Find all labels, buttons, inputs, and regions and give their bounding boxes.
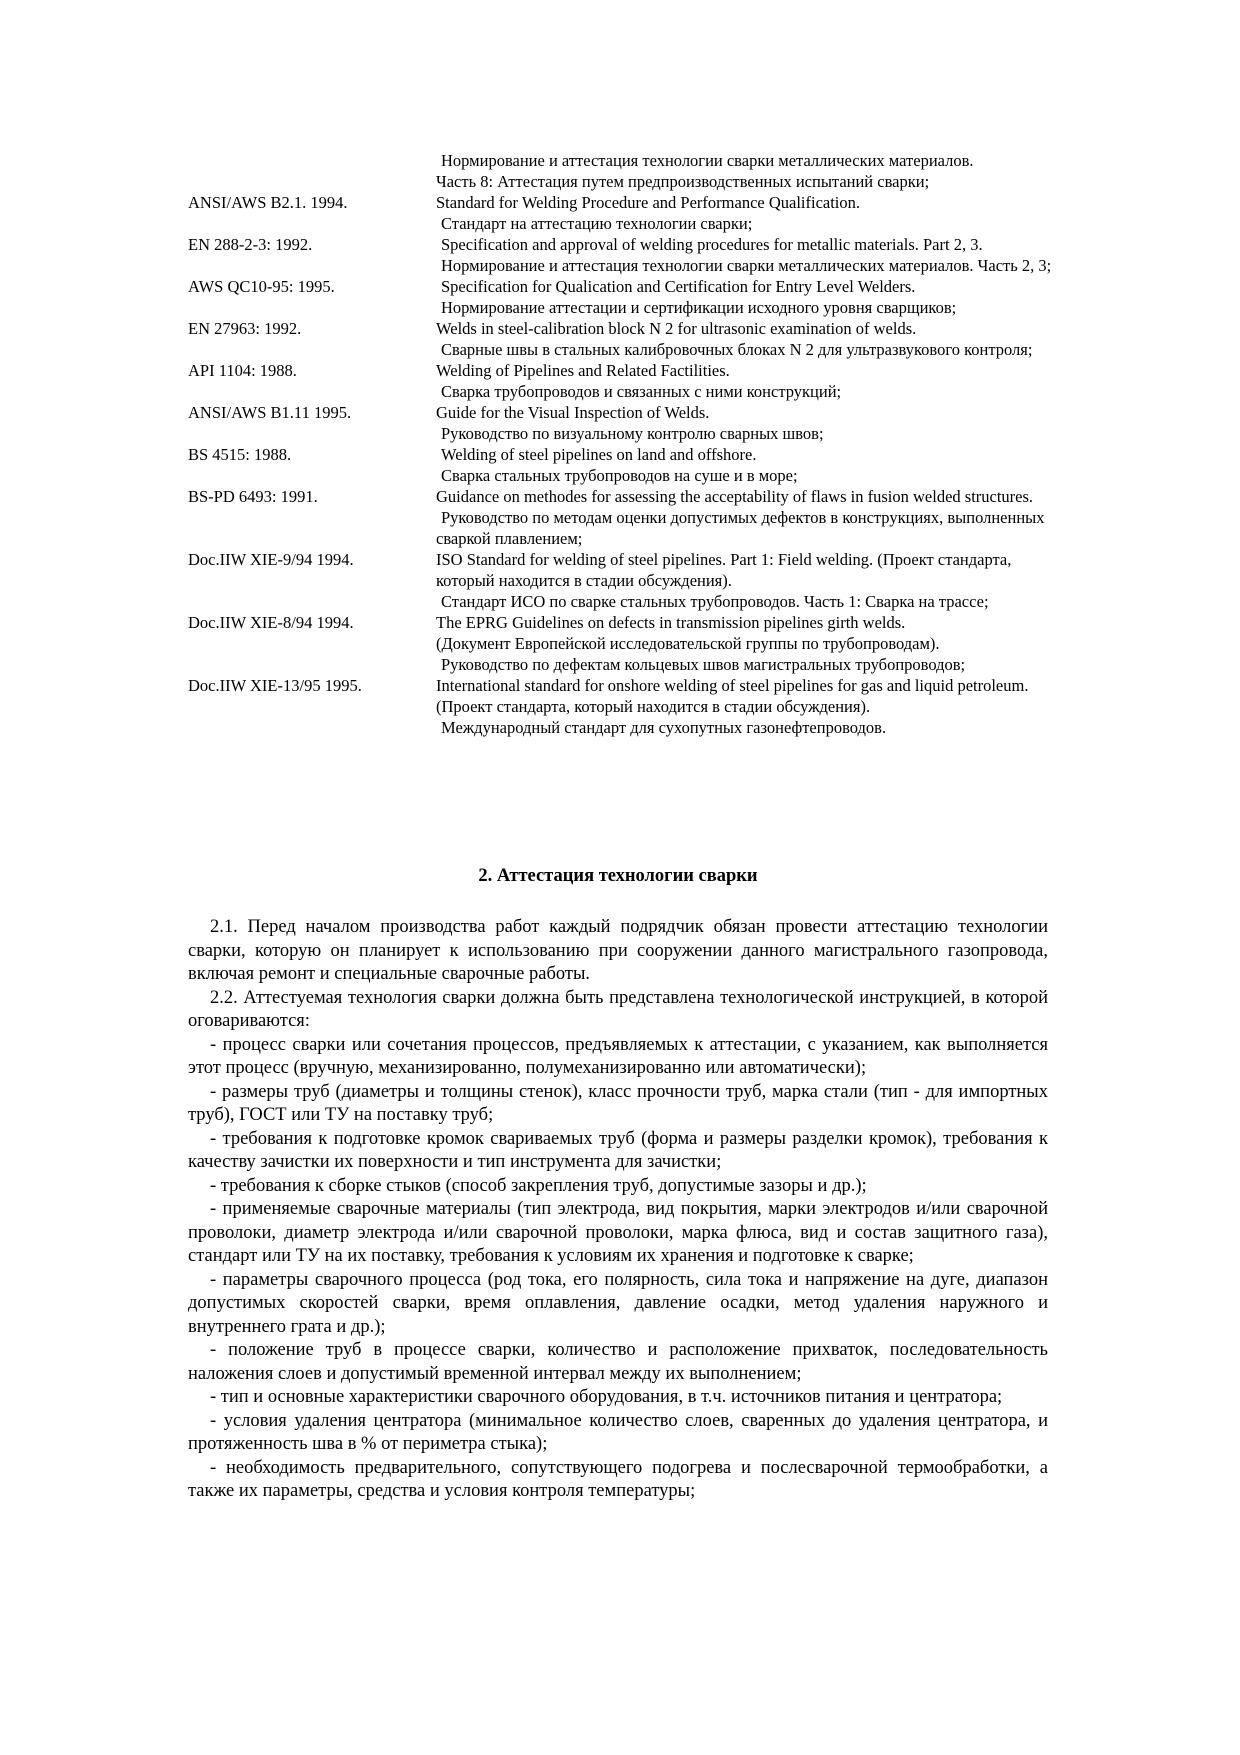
reference-line: Нормирование и аттестация технологии сварки металлических материалов. [441,151,974,170]
reference-code: AWS QC10-95: 1995. [188,277,335,296]
reference-code: Doc.IIW XIE-8/94 1994. [188,613,354,632]
reference-line: Сварка трубопроводов и связанных с ними конструкций; [441,382,842,401]
reference-line: International standard for onshore welding of steel pipelines for gas and liquid petroleum. (Проект стандарта, который находится в стадии обсуждения). [436,676,1029,716]
reference-line: Руководство по методам оценки допустимых дефектов в конструкциях, выполненных сваркой плавлением; [436,508,1045,548]
reference-line: Welding of Pipelines and Related Factilities. [436,361,730,380]
reference-code: Doc.IIW XIE-9/94 1994. [188,550,354,569]
reference-text [436,612,1058,675]
reference-line: Welds in steel-calibration block N 2 for ultrasonic examination of welds. [436,319,917,338]
reference-line: Guide for the Visual Inspection of Welds. [436,403,710,422]
reference-line: Часть 8: Аттестация путем предпроизводственных испытаний сварки; [436,172,930,191]
reference-line: Руководство по визуальному контролю сварных швов; [441,424,824,443]
reference-line: Specification for Qualication and Certification for Entry Level Welders. [441,277,916,296]
body-paragraph: - процесс сварки или сочетания процессов, предъявляемых к аттестации, с указанием, как выполняется этот процесс (вручную, механизированно, полумеханизированно или автоматически); [188,1034,1048,1078]
reference-line: Welding of steel pipelines on land and offshore. [441,445,757,464]
reference-code: EN 288-2-3: 1992. [188,235,313,254]
reference-code: BS-PD 6493: 1991. [188,487,318,506]
reference-line: ISO Standard for welding of steel pipelines. Part 1: Field welding. (Проект стандарта, который находится в стадии обсуждения). [436,550,1012,590]
body-paragraph: - тип и основные характеристики сварочного оборудования, в т.ч. источников питания и центратора; [210,1387,1003,1407]
section-body [188,916,1048,1504]
reference-item [188,444,1058,486]
reference-text [436,318,1058,360]
reference-line: (Документ Европейской исследовательской группы по трубопроводам). [436,634,940,653]
reference-line: The EPRG Guidelines on defects in transmission pipelines girth welds. [436,613,906,632]
reference-code: EN 27963: 1992. [188,319,302,338]
reference-item [188,192,1058,234]
reference-line: Guidance on methodes for assessing the acceptability of flaws in fusion welded structures. [436,487,1034,506]
reference-text [436,276,1058,318]
reference-code: ANSI/AWS B2.1. 1994. [188,193,348,212]
reference-line: Specification and approval of welding procedures for metallic materials. Part 2, 3. [441,235,983,254]
reference-list [188,150,1058,738]
reference-code [188,150,436,192]
body-paragraph: - условия удаления центратора (минимальное количество слоев, сваренных до удаления центратора, и протяженность шва в % от периметра стыка); [188,1410,1048,1454]
reference-code: Doc.IIW XIE-13/95 1995. [188,676,362,695]
body-paragraph: 2.1. Перед началом производства работ каждый подрядчик обязан провести аттестацию технологии сварки, которую он планирует к использованию при сооружении данного магистрального газопровода, включая ремонт и специальные сварочные работы. [188,917,1048,984]
reference-line: Международный стандарт для сухопутных газонефтепроводов. [441,718,887,737]
reference-text [436,150,1058,192]
reference-text [436,192,1058,234]
reference-text [436,486,1058,549]
body-paragraph: - применяемые сварочные материалы (тип электрода, вид покрытия, марки электродов и/или сварочной проволоки, диаметр электрода и/или сварочной проволоки, марка флюса, вид и состав защитного газа), стандарт или ТУ на их поставку, требования к условиям их хранения и подготовке к сварке; [188,1199,1048,1266]
body-paragraph: - требования к сборке стыков (способ закрепления труб, допустимые зазоры и др.); [210,1175,867,1196]
section-heading: 2. Аттестация технологии сварки [478,866,758,886]
reference-text [436,402,1058,444]
reference-text [436,360,1058,402]
body-paragraph: - параметры сварочного процесса (род тока, его полярность, сила тока и напряжение на дуге, диапазон допустимых скоростей сварки, время оплавления, давление осадки, метод удаления наружного и внутреннего грата и др.); [188,1269,1048,1337]
reference-line: Сварка стальных трубопроводов на суше и в море; [441,466,798,485]
reference-item [188,318,1058,360]
body-paragraph: - необходимость предварительного, сопутствующего подогрева и послесварочной термообработки, а также их параметры, средства и условия контроля температуры; [188,1457,1048,1501]
reference-line: Нормирование аттестации и сертификации исходного уровня сварщиков; [441,298,957,317]
reference-code: BS 4515: 1988. [188,445,292,464]
reference-item [188,360,1058,402]
reference-text [436,234,1058,276]
reference-code: ANSI/AWS B1.11 1995. [188,403,352,422]
reference-line: Standard for Welding Procedure and Performance Qualification. [436,193,861,212]
reference-line: Стандарт на аттестацию технологии сварки; [441,214,753,233]
reference-item [188,549,1058,612]
reference-item [188,234,1058,276]
reference-text [436,444,1058,486]
reference-line: Стандарт ИСО по сварке стальных трубопроводов. Часть 1: Сварка на трассе; [441,592,989,611]
reference-text [436,549,1058,612]
reference-line: Нормирование и аттестация технологии сварки металлических материалов. Часть 2, 3; [441,256,1052,275]
reference-item [188,612,1058,675]
body-paragraph: - положение труб в процессе сварки, количество и расположение прихваток, последовательность наложения слоев и допустимый временной интервал между их выполнением; [188,1340,1048,1384]
body-paragraph: - размеры труб (диаметры и толщины стенок), класс прочности труб, марка стали (тип - для импортных труб), ГОСТ или ТУ на поставку труб; [188,1081,1048,1125]
reference-item [188,402,1058,444]
reference-text [436,675,1058,738]
reference-item [188,486,1058,549]
reference-line: Сварные швы в стальных калибровочных блоках N 2 для ультразвукового контроля; [441,340,1033,359]
reference-line: Руководство по дефектам кольцевых швов магистральных трубопроводов; [441,655,966,674]
body-paragraph: - требования к подготовке кромок свариваемых труб (форма и размеры разделки кромок), требования к качеству зачистки их поверхности и тип инструмента для зачистки; [188,1128,1048,1172]
reference-item [188,276,1058,318]
body-paragraph: 2.2. Аттестуемая технология сварки должна быть представлена технологической инструкцией, в которой оговариваются: [188,987,1048,1031]
reference-item [188,150,1058,192]
reference-code: API 1104: 1988. [188,361,297,380]
reference-item [188,675,1058,738]
